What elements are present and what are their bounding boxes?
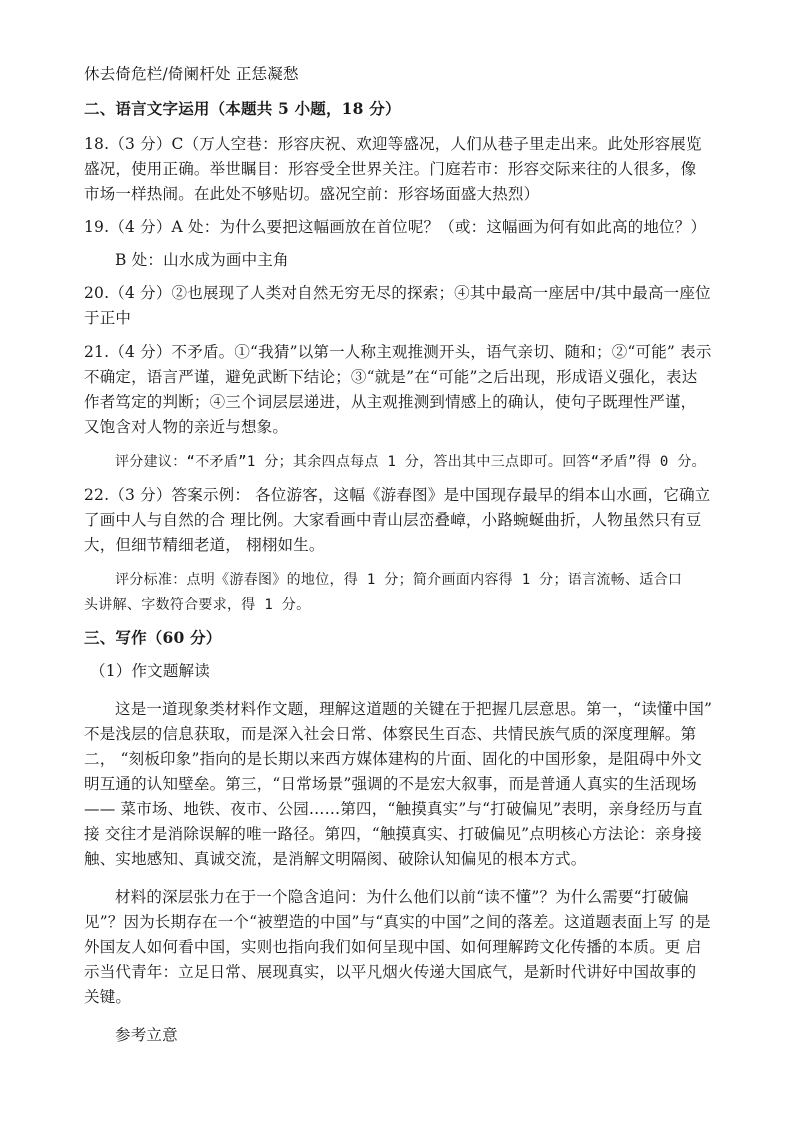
section-heading-writing: 三、写作（60 分） [84, 628, 222, 647]
interpretation-line-2: 不是浅层的信息获取，而是深入社会日常、体察民生百态、共情民族气质的深度理解。第 [84, 725, 697, 743]
grading-note-22-line-1: 评分标准：点明《游春图》的地位，得 1 分；简介画面内容得 1 分；语言流畅、适合口 [115, 572, 683, 588]
answer-18-line-2: 盛况，使用正确。举世瞩目：形容受全世界关注。门庭若市：形容交际来往的人很多，像 [84, 160, 697, 178]
interpretation-line-6: 接 交往才是消除误解的唯一路径。第四，“触摸真实、打破偏见”点明核心方法论：亲身接 [84, 825, 702, 843]
section-heading-language-use: 二、语言文字运用（本题共 5 小题，18 分） [84, 99, 401, 118]
answer-21-line-2: 不确定，语言严谨，避免武断下结论；③“就是”在“可能”之后出现，形成语义强化，表达 [84, 368, 698, 386]
answer-18-line-1: 18.（3 分）C（万人空巷：形容庆祝、欢迎等盛况，人们从巷子里走出来。此处形容展览 [84, 135, 702, 153]
answer-21-line-1: 21.（4 分）不矛盾。①“我猜”以第一人称主观推测开头，语气亲切、随和；②“可能” 表示 [84, 343, 712, 361]
answer-19-line-1: 19.（4 分）A 处：为什么要把这幅画放在首位呢？（或：这幅画为何有如此高的地位？） [84, 218, 707, 236]
tension-line-1: 材料的深层张力在于一个隐含追问：为什么他们以前“读不懂”？为什么需要“打破偏 [115, 888, 689, 906]
answer-22-line-3: 大，但细节精细老道， 栩栩如生。 [84, 536, 325, 554]
answer-21-line-4: 又饱含对人物的亲近与想象。 [84, 418, 289, 436]
interpretation-line-5: —— 菜市场、地铁、夜市、公园……第四，“触摸真实”与“打破偏见”表明，亲身经历与直 [84, 800, 703, 818]
grading-note-22-line-2: 头讲解、字数符合要求，得 1 分。 [84, 597, 311, 613]
interpretation-line-3: 二， “刻板印象”指向的是长期以来西方媒体建构的片面、固化的中国形象，是阻碍中外文 [84, 750, 702, 768]
interpretation-line-7: 触、实地感知、真诚交流，是消解文明隔阂、破除认知偏见的根本方式。 [84, 850, 587, 868]
answer-21-line-3: 作者笃定的判断；④三个词层层递进，从主观推测到情感上的确认，使句子既理性严谨， [84, 393, 697, 411]
tension-line-4: 示当代青年：立足日常、展现真实，以平凡烟火传递大国底气，是新时代讲好中国故事的 [84, 963, 697, 981]
answer-19-line-2: B 处：山水成为画中主角 [115, 251, 289, 269]
subheading-prompt-interpretation: （1）作文题解读 [90, 662, 210, 680]
tension-line-3: 外国友人如何看中国，实则也指向我们如何呈现中国、如何理解跨文化传播的本质。更 启 [84, 938, 702, 956]
tension-line-2: 见”？因为长期存在一个“被塑造的中国”与“真实的中国”之间的落差。这道题表面上写 的是 [84, 913, 711, 931]
poem-answer-line: 休去倚危栏/倚阑杆处 正恁凝愁 [84, 65, 299, 83]
interpretation-line-1: 这是一道现象类材料作文题，理解这道题的关键在于把握几层意思。第一，“读懂中国” [115, 700, 713, 718]
interpretation-line-4: 明互通的认知壁垒。第三，“日常场景”强调的不是宏大叙事，而是普通人真实的生活现场 [84, 775, 697, 793]
answer-22-line-1: 22.（3 分）答案示例： 各位游客，这幅《游春图》是中国现存最早的绢本山水画，它确立 [84, 486, 711, 504]
answer-18-line-3: 市场一样热闹。在此处不够贴切。盛况空前：形容场面盛大热烈） [84, 185, 540, 203]
grading-note-21: 评分建议：“不矛盾”1 分；其余四点每点 1 分，答出其中三点即可。回答“矛盾”得 0 分。 [115, 454, 706, 470]
answer-20-line-2: 于正中 [84, 309, 132, 327]
answer-20-line-1: 20.（4 分）②也展现了人类对自然无穷无尽的探索；④其中最高一座居中/其中最高一座位 [84, 284, 711, 302]
answer-22-line-2: 了画中人与自然的合 理比例。大家看画中青山层峦叠嶂，小路蜿蜒曲折，人物虽然只有豆 [84, 511, 702, 529]
tension-line-5: 关键。 [84, 988, 132, 1006]
subheading-reference-themes: 参考立意 [115, 1026, 178, 1044]
